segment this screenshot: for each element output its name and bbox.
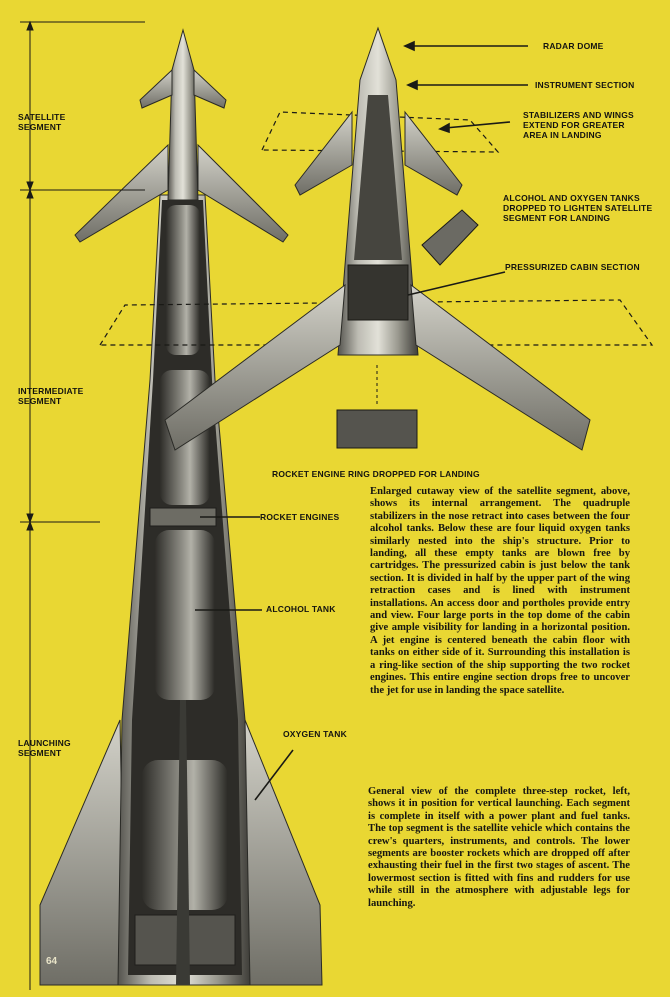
stabilizers-label: STABILIZERS AND WINGS EXTEND FOR GREATER AREA IN LANDING: [523, 110, 634, 140]
satellite-segment-label: SATELLITE SEGMENT: [18, 112, 66, 132]
tanks-dropped-label: ALCOHOL AND OXYGEN TANKS DROPPED TO LIGHTEN SATELLITE SEGMENT FOR LANDING: [503, 193, 653, 223]
oxygen-tank-label: OXYGEN TANK: [283, 729, 347, 739]
rocket-engines-label: ROCKET ENGINES: [260, 512, 340, 522]
full-rocket: [40, 30, 322, 985]
radar-dome-label: RADAR DOME: [543, 41, 604, 51]
cutaway-description: Enlarged cutaway view of the satellite segment, above, shows its internal arrangement. The quadruple stabilizers in the nose retract into cases between the four alcohol tanks. Below these are four liquid oxygen tanks similarly nested into the ship's structure. Prior to landing, all these empty tanks are blown free by cartridges. The pressurized cabin is just below the tank section. It is divided in half by the upper part of the wing retraction cases and is lined with instrument installations. An access door and portholes provide entry and view. Four large ports in the top dome of the cabin give ample visibility for landing in a horizontal position. A jet engine is centered beneath the cabin floor with tanks on either side of it. Surrounding this installation is a ring-like section of the ship supporting the two rocket engines. This entire engine section drops free to uncover the jet for use in landing the space satellite.: [370, 486, 630, 696]
pressurized-cabin-label: PRESSURIZED CABIN SECTION: [505, 262, 640, 272]
alcohol-tank-label: ALCOHOL TANK: [266, 604, 336, 614]
general-view-description: General view of the complete three-step rocket, left, shows it in position for vertical launching. Each segment is complete in itself with a power plant and fuel tanks. The top segment is the satellite vehicle which contains the crew's quarters, instruments, and controls. The lower segments are booster rockets which are dropped off after exhausting their fuel in the first two stages of ascent. The lowermost section is fitted with fins and rudders for use while still in the atmosphere with adjustable legs for launching.: [368, 786, 630, 909]
launching-segment-label: LAUNCHING SEGMENT: [18, 738, 71, 758]
page-number: 64: [46, 956, 58, 967]
engine-ring-label: ROCKET ENGINE RING DROPPED FOR LANDING: [272, 469, 480, 479]
intermediate-segment-label: INTERMEDIATE SEGMENT: [18, 386, 84, 406]
instrument-section-label: INSTRUMENT SECTION: [535, 80, 635, 90]
